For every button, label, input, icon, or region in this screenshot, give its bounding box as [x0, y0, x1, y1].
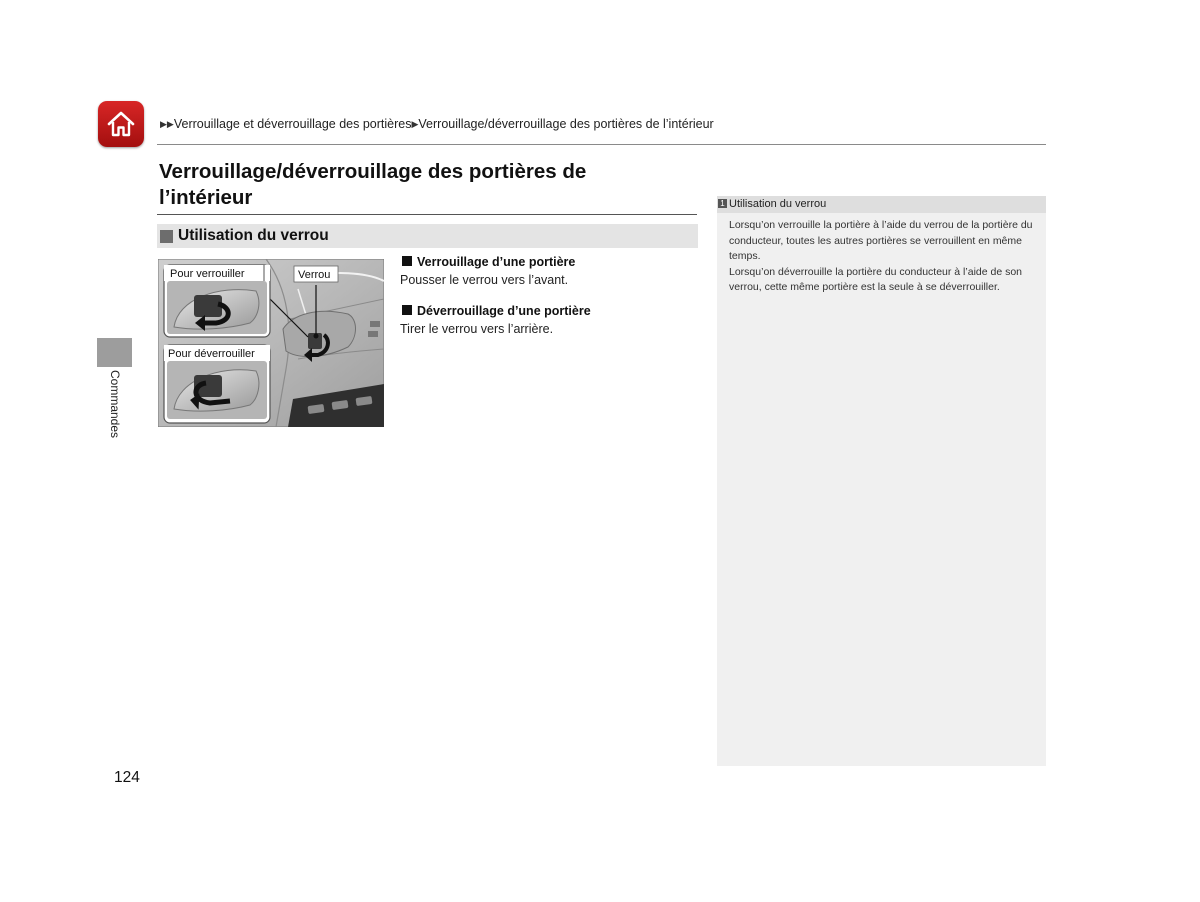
instruction-unlock-title: Déverrouillage d’une portière — [417, 304, 591, 318]
header-divider — [157, 144, 1046, 145]
page-number: 124 — [114, 769, 140, 786]
instruction-lock-text: Pousser le verrou vers l’avant. — [400, 273, 569, 287]
chapter-label: Commandes — [108, 370, 122, 439]
section-title: Utilisation du verrou — [178, 227, 329, 244]
breadcrumb-item-current: Verrouillage/déverrouillage des portières de l’intérieur — [418, 117, 714, 131]
bullet-square-icon — [402, 256, 412, 266]
instruction-lock-title: Verrouillage d’une portière — [417, 255, 576, 269]
bullet-square-icon — [402, 305, 412, 315]
label-verrou: Verrou — [298, 269, 331, 281]
label-pour-deverrouiller: Pour déverrouiller — [168, 348, 255, 360]
note-paragraph: Lorsqu’on verrouille la portière à l’aide du verrou de la portière du conducteur, toutes les autres portières se verrouillent en même temps. — [729, 219, 1033, 262]
breadcrumb — [160, 117, 714, 131]
page-title: Verrouillage/déverrouillage des portières de l’intérieur — [159, 160, 587, 209]
note-heading: Utilisation du verrou — [729, 198, 827, 210]
chapter-tab[interactable] — [97, 338, 132, 367]
home-icon — [105, 108, 137, 140]
door-lock-illustration — [158, 259, 384, 427]
title-divider — [157, 214, 697, 215]
triangle-right-icon: ▶▶ — [160, 119, 174, 129]
note-body — [729, 218, 1034, 296]
instruction-unlock-text: Tirer le verrou vers l’arrière. — [400, 322, 554, 336]
note-paragraph: Lorsqu’on déverrouille la portière du conducteur à l’aide de son verrou, cette même portière est la seule à se déverrouiller. — [729, 265, 1023, 293]
home-button[interactable] — [98, 101, 144, 147]
breadcrumb-item-lock-unlock[interactable]: Verrouillage et déverrouillage des portières — [173, 117, 412, 131]
section-square-icon — [160, 230, 173, 243]
label-pour-verrouiller: Pour verrouiller — [170, 268, 245, 280]
note-reference-icon: 1 — [718, 199, 727, 208]
triangle-right-icon: ▶ — [411, 119, 419, 129]
